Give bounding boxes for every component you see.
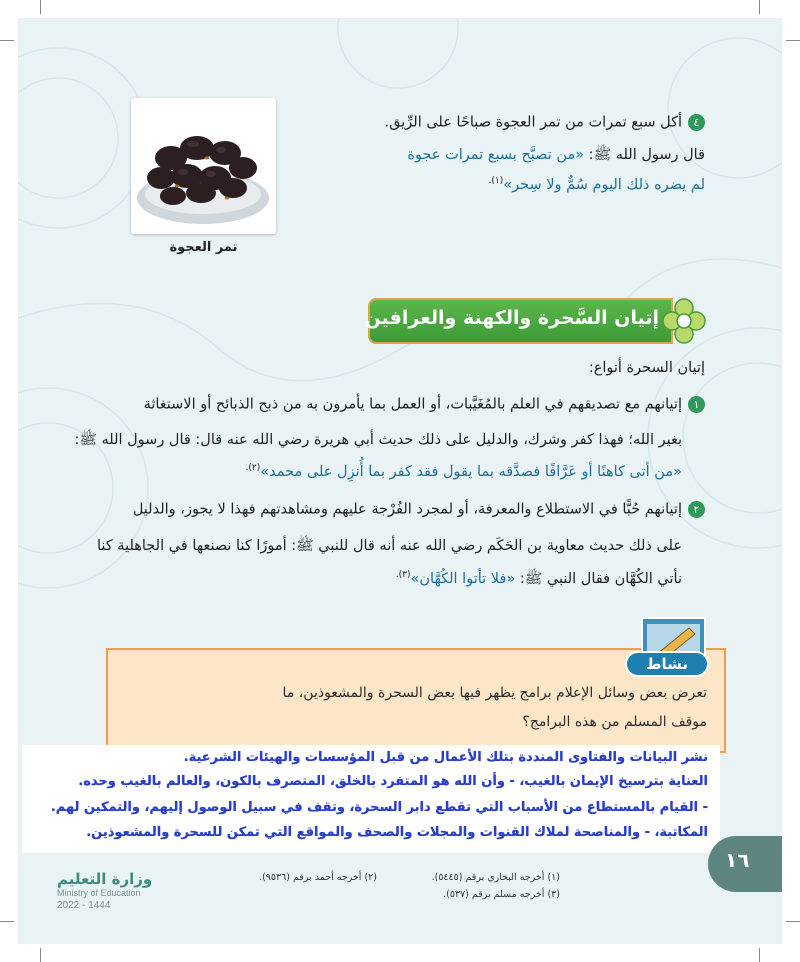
activity-question-line-2: موقف المسلم من هذه البرامج؟ bbox=[522, 714, 707, 730]
answer-line-1: نشر البيانات والفتاوى المنددة بتلك الأعمال من قبل المؤسسات والهيئات الشرعية. bbox=[183, 750, 708, 765]
item-2-line-1 bbox=[133, 501, 705, 518]
item-1-line-2: بغير الله؛ فهذا كفر وشرك، والدليل على ذلك حديث أبي هريرة رضي الله عنه قال: قال رسول الله ﷺ: bbox=[74, 432, 682, 448]
activity-question-line-1: تعرض بعض وسائل الإعلام برامج يظهر فيها بعض السحرة والمشعوذين، ما bbox=[282, 685, 707, 701]
answer-overlay bbox=[22, 745, 720, 853]
crop-mark bbox=[759, 948, 760, 962]
ministry-logo bbox=[57, 870, 152, 911]
crop-mark bbox=[786, 40, 800, 41]
ministry-name-en: Ministry of Education bbox=[57, 888, 141, 898]
ministry-name-ar: وزارة التعليم bbox=[57, 870, 153, 888]
item-2-line-3 bbox=[396, 570, 682, 591]
footnote-2: (٢) أخرجه أحمد برقم (٩٥٣٦). bbox=[259, 872, 377, 883]
crop-mark bbox=[759, 0, 760, 14]
crop-mark bbox=[0, 40, 14, 41]
hadith-intro: قال رسول الله ﷺ: bbox=[584, 147, 705, 163]
item-1-line-1 bbox=[144, 396, 705, 413]
activity-badge bbox=[617, 610, 717, 705]
item-2-line-2: على ذلك حديث معاوية بن الحَكَم رضي الله عنه أنه قال للنبي ﷺ: أمورًا كنا نصنعها في الجاهلية كنا bbox=[96, 538, 682, 554]
answer-line-2: العناية بترسيخ الإيمان بالغيب، - وأن الله هو المتفرد بالخلق، المتصرف بالكون، والعالم بالغيب وحده. bbox=[78, 774, 708, 789]
hadith-line-2 bbox=[488, 176, 705, 193]
answer-line-3: - القيام بالمستطاع من الأسباب التي تقطع دابر السحرة، وتقف في سبيل الوصول إليهم، والتمكين لهم. bbox=[50, 800, 708, 815]
crop-mark bbox=[786, 921, 800, 922]
footnote-ref-1: (١). bbox=[488, 176, 504, 186]
edition-year: 2022 - 1444 bbox=[57, 900, 111, 911]
flower-emblem-icon bbox=[662, 296, 706, 346]
item-2-hadith: «فلا تأتوا الكُهَّان» bbox=[410, 571, 516, 587]
section-title: إتيان السَّحرة والكهنة والعرافين bbox=[364, 307, 659, 329]
hadith-line-1 bbox=[407, 146, 705, 167]
footnote-ref-2: (٢). bbox=[245, 463, 261, 473]
item-number-2: ٢ bbox=[688, 501, 705, 518]
item-1-line-3 bbox=[246, 463, 682, 480]
item-1-hadith: «من أتى كاهنًا أو عَرَّافًا فصدَّقه بما يقول فقد كفر بما أُنزِل على محمد» bbox=[260, 463, 682, 480]
footnote-3: (٣) أخرجه مسلم برقم (٥٣٧). bbox=[443, 889, 560, 900]
footnote-ref-3: (٣). bbox=[395, 570, 411, 581]
page-number: ١٦ bbox=[725, 848, 750, 872]
item-2-text-1: إتيانهم حُبًّا في الاستطلاع والمعرفة، أو لمجرد الفُرْجة عليهم ومشاهدتهم فهذا لا يجوز، والدليل bbox=[132, 501, 682, 518]
activity-badge-label: نشاط bbox=[625, 651, 709, 677]
footnote-1: (١) أخرجه البخاري برقم (٥٤٤٥). bbox=[431, 872, 560, 883]
hadith-text-1: «من تصبَّح بسبع تمرات عجوة bbox=[407, 147, 585, 163]
dates-image bbox=[131, 98, 276, 234]
item-4-line bbox=[385, 114, 705, 131]
item-2-text-3: نأتي الكُهَّان فقال النبي ﷺ: bbox=[515, 571, 682, 587]
crop-mark bbox=[0, 921, 14, 922]
item-4-text: أكل سبع تمرات من تمر العجوة صباحًا على الرِّيق. bbox=[384, 114, 682, 131]
ajwa-dates-icon bbox=[131, 98, 276, 234]
item-number-4: ٤ bbox=[688, 114, 705, 131]
item-1-text-1: إتيانهم مع تصديقهم في العلم بالمُغَيَّبات، أو العمل بما يأمرون به من ذبح الذبائح أو الاستغاثة bbox=[143, 396, 682, 413]
image-caption: تمر العجوة bbox=[169, 240, 238, 255]
answer-line-4: المكاتبة، - والمناصحة لملاك القنوات والمجلات والصحف والمواقع التي تمكن للسحرة والمشعوذين. bbox=[86, 825, 708, 840]
hadith-text-2: لم يضره ذلك اليوم سُمٌّ ولا سِحر» bbox=[503, 176, 705, 193]
section-intro: إتيان السحرة أنواع: bbox=[588, 360, 705, 376]
crop-mark bbox=[40, 0, 41, 14]
section-banner bbox=[364, 298, 673, 344]
crop-mark bbox=[40, 948, 41, 962]
item-number-1: ١ bbox=[688, 396, 705, 413]
